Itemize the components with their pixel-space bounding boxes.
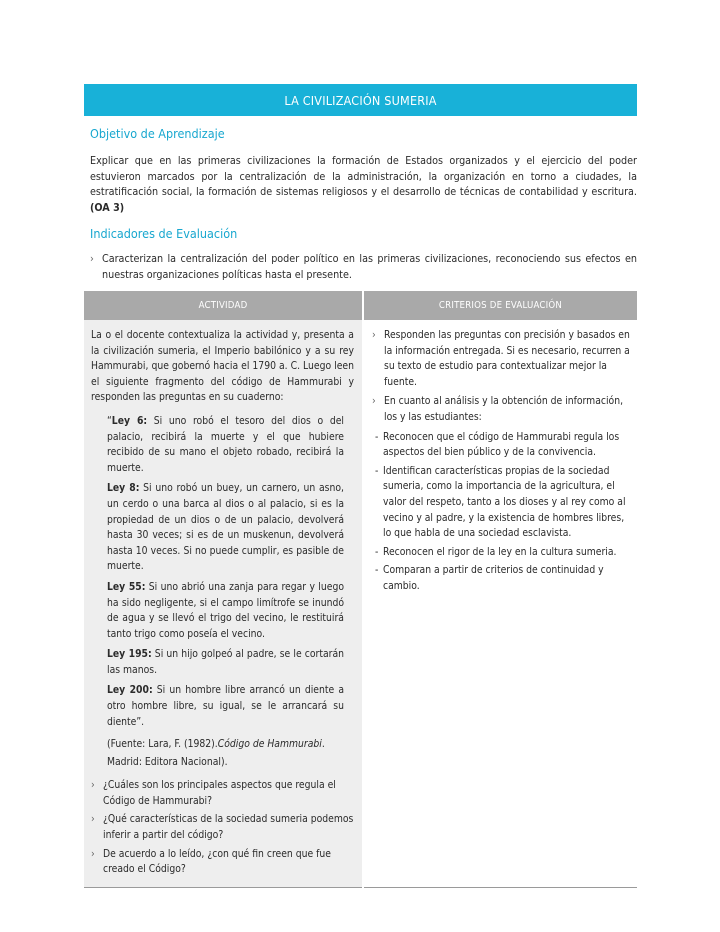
criteria-subitem (375, 563, 631, 594)
law-label: Ley 195: (107, 648, 152, 661)
question-list (91, 778, 354, 878)
dash-icon: - (375, 564, 379, 577)
source-suffix: . Madrid: Editora Nacional). (107, 738, 325, 769)
criteria-text: En cuanto al análisis y la obtención de información, los y las estudiantes: (384, 395, 624, 423)
activity-cell (84, 320, 363, 887)
law-55 (107, 580, 344, 642)
question-text: ¿Cuáles son los principales aspectos que regula el Código de Hammurabi? (103, 779, 336, 807)
source-title: Código de Hammurabi (217, 738, 322, 751)
subitem-text: Comparan a partir de criterios de continuidad y cambio. (383, 564, 604, 592)
objective-text (90, 153, 637, 215)
law-200 (107, 683, 344, 730)
law-8 (107, 481, 344, 575)
objective-heading: Objetivo de Aprendizaje (90, 126, 225, 141)
dash-icon: - (375, 464, 379, 477)
subitem-text: Reconocen el rigor de la ley en la cultura sumeria. (383, 545, 617, 558)
title-banner (84, 84, 637, 116)
law-label: Ley 6: (111, 414, 148, 427)
quote-source (107, 735, 344, 771)
law-label: Ley 8: (107, 482, 140, 495)
law-text: Si uno robó un buey, un carnero, un asno, un cerdo o una barca al dios o al palacio, si es la propiedad de un dios o de un palacio, devolverá hasta 30 veces; si es de un muskenun, devolverá hasta 10 veces. Si no puede cumplir, es pasible de muerte. (107, 482, 344, 573)
objective-body: Explicar que en las primeras civilizaciones la formación de Estados organizados y el ejercicio del poder estuvieron marcados por la centralización de la administración, la organización en torno a ciudades, la estratificación social, la formación de sistemas religiosos y el desarrollo de técnicas de contabilidad y escritura. (90, 154, 637, 198)
law-text: Si un hijo golpeó al padre, se le cortarán las manos. (107, 648, 344, 676)
criteria-subitem (375, 545, 631, 561)
dash-icon: - (375, 545, 379, 558)
bullet-chevron-icon: › (91, 813, 95, 826)
question-text: De acuerdo a lo leído, ¿con qué fin creen que fue creado el Código? (103, 847, 331, 876)
question-item (91, 778, 354, 809)
source-prefix: (Fuente: Lara, F. (1982). (107, 738, 218, 751)
law-label: Ley 55: (107, 580, 146, 593)
hammurabi-quote (107, 414, 344, 730)
table-header-row (84, 291, 637, 320)
criteria-subitem (375, 464, 631, 542)
quote-open: “ (107, 414, 112, 427)
law-195 (107, 647, 344, 678)
criteria-text: Responden las preguntas con precisión y basados en la información entregada. Si es necesario, recurren a su texto de estudio para contextualizar mejor la fuente. (384, 329, 630, 388)
question-item (91, 812, 354, 843)
objective-code: (OA 3) (90, 200, 125, 214)
criteria-cell (363, 320, 637, 887)
table-row (84, 320, 637, 887)
page-title: LA CIVILIZACIÓN SUMERIA (284, 92, 437, 108)
law-6 (107, 414, 344, 476)
bullet-chevron-icon: › (91, 779, 95, 792)
bullet-chevron-icon: › (372, 329, 376, 341)
activity-table (84, 291, 637, 888)
dash-icon: - (375, 430, 379, 443)
subitem-text: Identifican características propias de la sociedad sumeria, como la importancia de la agricultura, el valor del respeto, tanto a los dioses y al rey como al vecino y al padre, y la existencia de hombres libres, lo que habla de una sociedad esclavista. (383, 464, 626, 540)
activity-intro: La o el docente contextualiza la actividad y, presenta a la civilización sumeria, el Imperio babilónico y a su rey Hammurabi, que gobernó hacia el 1790 a. C. Luego leen el siguiente fragmento del código de Hammurabi y responden las preguntas en su cuaderno: (91, 329, 354, 404)
law-text: Si uno abrió una zanja para regar y luego ha sido negligente, si el campo limítrofe se inundó de agua y se llevó el trigo del vecino, le restituirá tanto trigo como poseía el vecino. (107, 580, 344, 640)
criteria-item (372, 328, 631, 390)
bullet-chevron-icon: › (90, 252, 94, 265)
law-label: Ley 200: (107, 684, 153, 697)
column-header-activity: ACTIVIDAD (84, 291, 363, 320)
page (84, 84, 637, 888)
question-item (91, 847, 354, 878)
criteria-item (372, 394, 631, 425)
law-text: Si un hombre libre arrancó un diente a otro hombre libre, su igual, se le arrancará su diente”. (107, 684, 344, 728)
indicators-heading: Indicadores de Evaluación (90, 226, 238, 241)
bullet-chevron-icon: › (372, 395, 376, 408)
law-text: Si uno robó el tesoro del dios o del palacio, recibirá la muerte y el que hubiere recibido de su mano el objeto robado, recibirá la muerte. (107, 414, 344, 474)
subitem-text: Reconocen que el código de Hammurabi regula los aspectos del bien público y de la convivencia. (383, 430, 620, 459)
indicator-item (90, 251, 637, 282)
indicator-text: Caracterizan la centralización del poder político en las primeras civilizaciones, reconociendo sus efectos en nuestras organizaciones políticas hasta el presente. (102, 252, 637, 281)
question-text: ¿Qué características de la sociedad sumeria podemos inferir a partir del código? (103, 813, 354, 842)
criteria-subitem (375, 430, 631, 461)
bullet-chevron-icon: › (91, 847, 95, 860)
column-header-criteria: CRITERIOS DE EVALUACIÓN (363, 291, 637, 320)
